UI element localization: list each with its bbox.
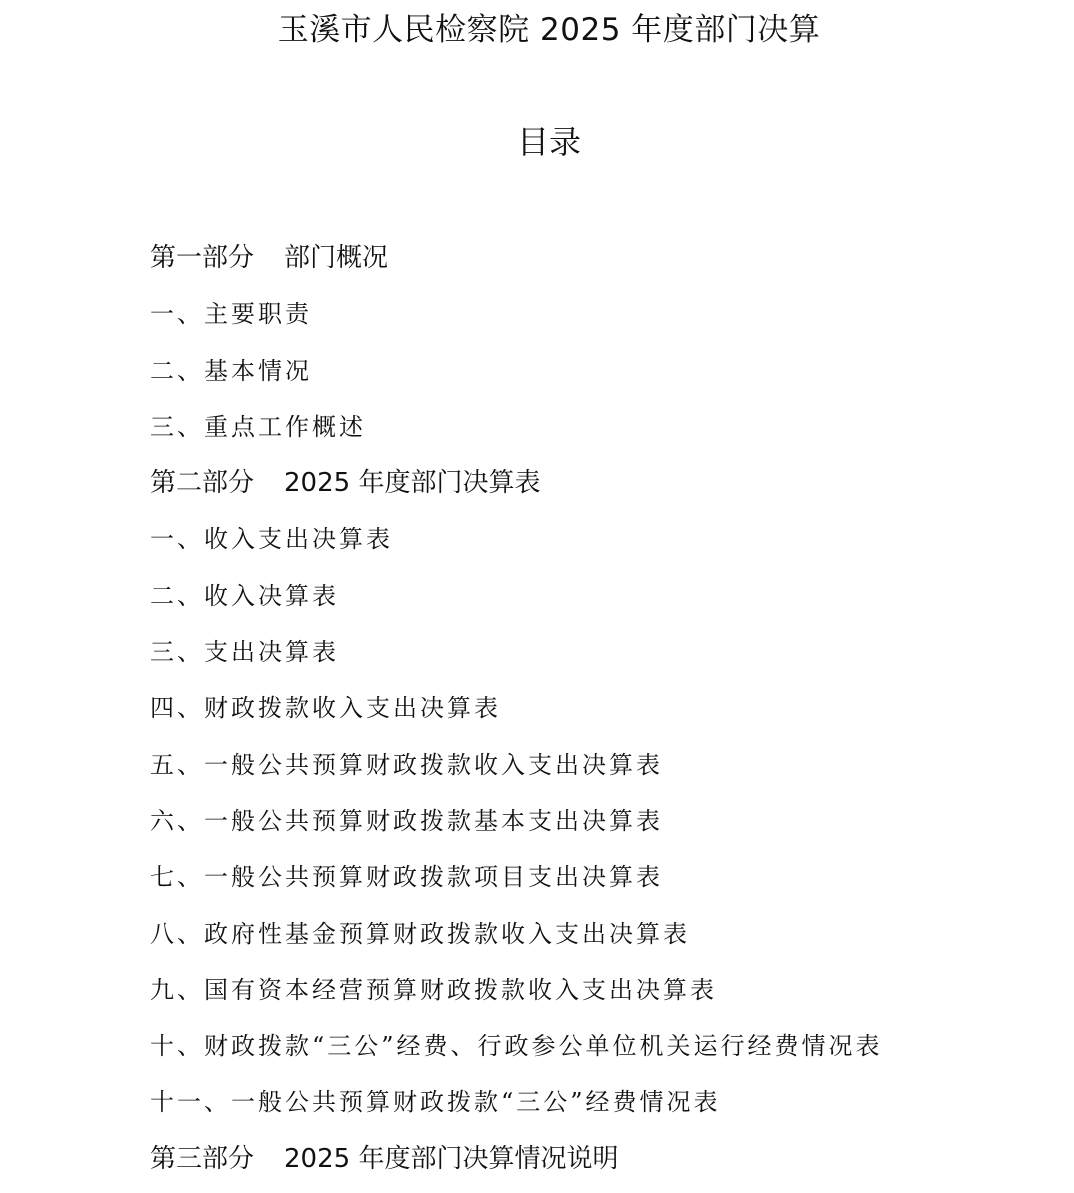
toc-heading: 目录 [516,123,581,161]
toc-item-table-4: 四、财政拨款收入支出决算表 [150,694,501,723]
document-title: 玉溪市人民检察院 2025 年度部门决算 [277,12,821,48]
part-number: 第一部分 [150,243,255,273]
toc-item-table-7: 七、一般公共预算财政拨款项目支出决算表 [150,863,663,892]
toc-part-3 [150,1137,1050,1193]
toc-part-2 [150,461,1050,517]
toc-item-basic-info: 二、基本情况 [150,356,312,385]
part-number: 第二部分 [150,468,255,499]
toc-item-table-1: 一、收入支出决算表 [150,525,393,554]
toc-item-table-6: 六、一般公共预算财政拨款基本支出决算表 [150,806,663,835]
table-of-contents [150,236,1050,1193]
part-title: 2025 年度部门决算表 [284,468,541,499]
part-title: 2025 年度部门决算情况说明 [284,1143,619,1174]
toc-item-table-11: 十一、一般公共预算财政拨款“三公”经费情况表 [150,1088,721,1117]
toc-item-duties: 一、主要职责 [150,300,312,329]
toc-item-table-9: 九、国有资本经营预算财政拨款收入支出决算表 [150,975,717,1004]
toc-item-table-2: 二、收入决算表 [150,581,339,610]
toc-item-table-5: 五、一般公共预算财政拨款收入支出决算表 [150,750,663,779]
part-title: 部门概况 [284,243,389,273]
toc-part-1 [150,236,1050,292]
toc-item-table-8: 八、政府性基金预算财政拨款收入支出决算表 [150,919,690,948]
toc-item-table-10: 十、财政拨款“三公”经费、行政参公单位机关运行经费情况表 [150,1032,883,1061]
toc-item-work-overview: 三、重点工作概述 [150,412,366,441]
toc-item-table-3: 三、支出决算表 [150,638,339,667]
part-number: 第三部分 [150,1143,255,1174]
